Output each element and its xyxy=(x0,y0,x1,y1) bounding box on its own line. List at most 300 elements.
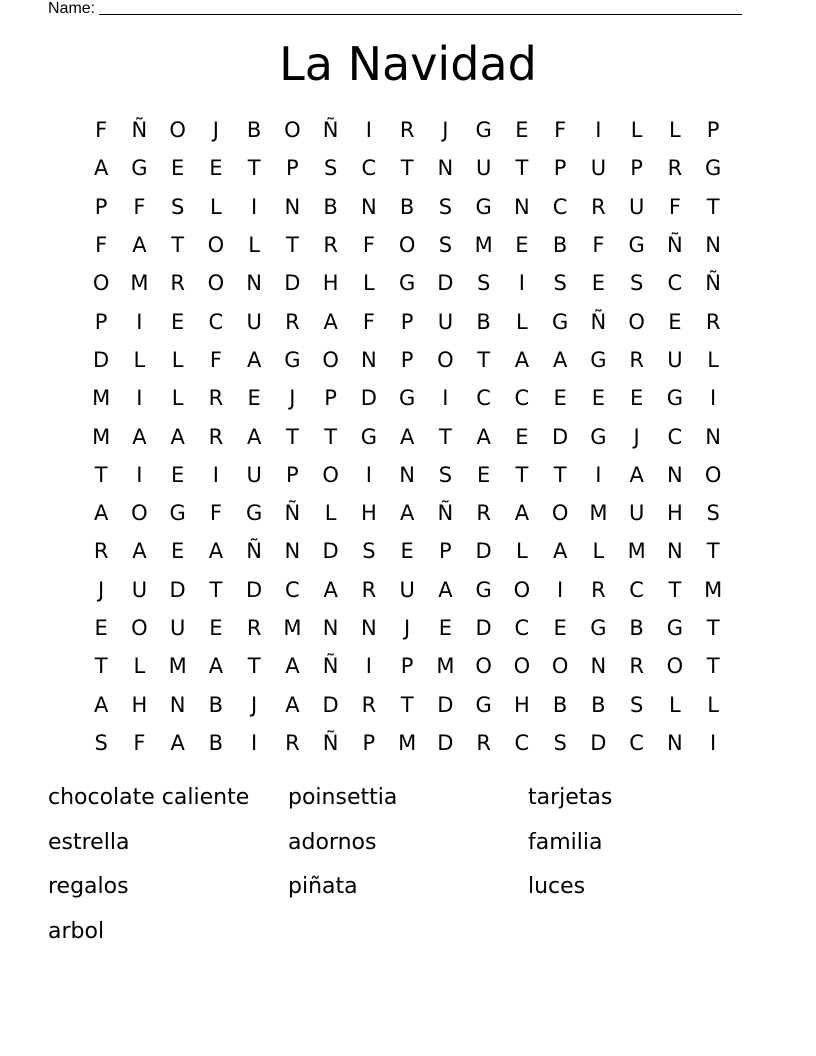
grid-letter: O xyxy=(169,118,186,143)
grid-letter: E xyxy=(591,271,606,296)
grid-letter: N xyxy=(399,462,415,487)
grid-letter: L xyxy=(324,501,337,526)
grid-letter: D xyxy=(437,271,454,296)
grid-letter: A xyxy=(514,347,530,372)
grid-letter: O xyxy=(666,654,684,679)
grid-letter: L xyxy=(707,692,719,717)
grid-letter: A xyxy=(552,539,568,564)
grid-letter: A xyxy=(246,347,262,372)
grid-letter: O xyxy=(322,462,339,487)
grid-letter: G xyxy=(704,156,722,181)
word-list-item: adornos xyxy=(288,829,377,855)
grid-letter: Ñ xyxy=(590,309,607,334)
grid-letter: Ñ xyxy=(284,501,301,526)
grid-letter: H xyxy=(666,501,683,526)
grid-letter: Ñ xyxy=(437,501,454,526)
grid-letter: C xyxy=(667,271,683,296)
grid-letter: D xyxy=(169,577,186,602)
grid-letter: M xyxy=(283,616,302,640)
grid-letter: R xyxy=(285,730,300,755)
grid-letter: B xyxy=(208,730,224,755)
grid-letter: M xyxy=(130,271,149,296)
grid-letter: L xyxy=(133,654,146,679)
grid-letter: C xyxy=(514,386,530,411)
grid-letter: R xyxy=(399,118,415,143)
grid-letter: C xyxy=(514,616,530,640)
grid-letter: P xyxy=(324,386,337,411)
grid-letter: O xyxy=(207,271,225,296)
grid-letter: G xyxy=(169,501,186,526)
grid-letter: I xyxy=(595,462,602,487)
grid-letter: O xyxy=(131,616,148,640)
grid-letter: E xyxy=(94,616,108,640)
grid-letter: J xyxy=(404,616,411,640)
grid-letter: N xyxy=(361,347,377,372)
grid-letter: F xyxy=(133,730,146,755)
grid-letter: G xyxy=(475,577,492,602)
grid-letter: I xyxy=(136,462,143,487)
grid-letter: T xyxy=(706,616,720,640)
grid-letter: F xyxy=(95,118,108,143)
grid-letter: R xyxy=(170,271,185,296)
grid-letter: B xyxy=(399,194,415,219)
grid-letter: Ñ xyxy=(322,118,339,143)
grid-letter: L xyxy=(171,386,184,411)
grid-letter: O xyxy=(513,654,531,679)
grid-letter: R xyxy=(208,386,224,411)
grid-letter: A xyxy=(323,309,338,334)
grid-letter: C xyxy=(208,309,224,334)
grid-letter: A xyxy=(285,692,300,717)
grid-letter: U xyxy=(667,347,683,372)
grid-letter: S xyxy=(323,156,338,181)
word-list xyxy=(48,776,768,954)
grid-letter: Ñ xyxy=(667,233,683,258)
grid-letter: J xyxy=(633,424,640,449)
grid-letter: A xyxy=(629,462,644,487)
grid-letter: E xyxy=(476,462,491,487)
grid-letter: U xyxy=(628,501,645,526)
grid-letter: N xyxy=(667,462,683,487)
name-label: Name: xyxy=(48,0,96,17)
grid-letter: L xyxy=(630,118,643,143)
grid-letter: J xyxy=(212,118,219,143)
grid-letter: B xyxy=(591,692,606,717)
grid-letter: U xyxy=(246,309,262,334)
grid-letter: P xyxy=(362,730,376,755)
grid-letter: D xyxy=(475,616,492,640)
grid-letter: D xyxy=(475,539,492,564)
grid-letter: I xyxy=(557,577,564,602)
grid-letter: G xyxy=(131,156,148,181)
grid-letter: O xyxy=(284,118,301,143)
grid-letter: D xyxy=(360,386,377,411)
grid-letter: T xyxy=(400,692,414,717)
grid-letter: I xyxy=(136,386,143,411)
grid-letter: H xyxy=(322,271,339,296)
grid-letter: E xyxy=(170,309,185,334)
grid-letter: R xyxy=(93,539,109,564)
grid-letter: A xyxy=(552,347,568,372)
grid-letter: G xyxy=(284,347,301,372)
grid-letter: T xyxy=(477,347,491,372)
grid-letter: G xyxy=(590,347,607,372)
grid-letter: P xyxy=(400,654,414,679)
grid-letter: E xyxy=(209,156,223,181)
grid-letter: S xyxy=(170,194,185,219)
grid-letter: F xyxy=(592,233,605,258)
grid-letter: D xyxy=(437,730,454,755)
grid-letter: U xyxy=(590,156,607,181)
grid-letter: R xyxy=(246,616,262,640)
grid-letter: M xyxy=(436,654,455,679)
grid-letter: A xyxy=(132,539,147,564)
grid-letter: T xyxy=(553,462,567,487)
grid-letter: B xyxy=(323,194,338,219)
grid-letter: D xyxy=(246,577,263,602)
grid-letter: E xyxy=(170,156,185,181)
grid-letter: A xyxy=(208,654,224,679)
grid-letter: A xyxy=(476,424,491,449)
grid-letter: N xyxy=(284,539,301,564)
grid-letter: G xyxy=(360,424,378,449)
grid-letter: R xyxy=(476,730,491,755)
grid-letter: S xyxy=(553,730,567,755)
grid-letter: O xyxy=(131,501,148,526)
grid-letter: G xyxy=(398,386,416,411)
grid-letter: G xyxy=(628,233,645,258)
grid-letter: A xyxy=(170,424,185,449)
grid-letter: O xyxy=(207,233,225,258)
grid-letter: L xyxy=(210,194,222,219)
grid-letter: R xyxy=(476,501,491,526)
grid-letter: O xyxy=(704,462,722,487)
grid-letter: G xyxy=(475,692,492,717)
grid-letter: Ñ xyxy=(322,654,339,679)
grid-letter: B xyxy=(246,118,262,143)
grid-letter: D xyxy=(437,692,454,717)
grid-letter: C xyxy=(285,577,300,602)
grid-letter: A xyxy=(170,730,185,755)
grid-letter: G xyxy=(666,616,684,640)
grid-letter: C xyxy=(552,194,568,219)
grid-letter: I xyxy=(442,386,449,411)
grid-letter: F xyxy=(209,501,222,526)
grid-letter: T xyxy=(438,424,452,449)
grid-letter: T xyxy=(515,156,529,181)
grid-letter: P xyxy=(400,347,414,372)
grid-letter: P xyxy=(706,118,720,143)
grid-letter: B xyxy=(476,309,491,334)
grid-letter: S xyxy=(438,233,453,258)
grid-letter: U xyxy=(399,577,415,602)
grid-letter: T xyxy=(515,462,529,487)
grid-letter: E xyxy=(553,386,567,411)
grid-letter: E xyxy=(515,233,529,258)
grid-letter: C xyxy=(629,730,644,755)
grid-letter: R xyxy=(361,692,377,717)
grid-letter: O xyxy=(437,347,454,372)
grid-letter: N xyxy=(514,194,530,219)
grid-letter: P xyxy=(630,156,643,181)
grid-letter: I xyxy=(365,462,372,487)
grid-letter: T xyxy=(706,539,720,564)
grid-letter: U xyxy=(131,577,148,602)
grid-letter: N xyxy=(705,424,721,449)
grid-letter: A xyxy=(438,577,453,602)
grid-letter: C xyxy=(476,386,491,411)
grid-letter: M xyxy=(92,386,111,411)
grid-letter: A xyxy=(285,654,300,679)
word-list-item: poinsettia xyxy=(288,785,398,810)
grid-letter: N xyxy=(361,616,377,640)
grid-letter: L xyxy=(516,539,528,564)
grid-letter: R xyxy=(667,156,683,181)
grid-letter: G xyxy=(398,271,416,296)
grid-letter: A xyxy=(93,156,109,181)
grid-letter: N xyxy=(322,616,339,640)
grid-letter: D xyxy=(322,539,339,564)
grid-letter: S xyxy=(438,462,453,487)
grid-letter: O xyxy=(551,501,569,526)
grid-letter: L xyxy=(669,118,681,143)
grid-letter: P xyxy=(94,194,108,219)
word-list-item: arbol xyxy=(48,918,105,944)
grid-letter: I xyxy=(251,730,258,755)
grid-letter: F xyxy=(133,194,146,219)
grid-letter: D xyxy=(590,730,607,755)
grid-letter: G xyxy=(666,386,684,411)
grid-letter: Ñ xyxy=(246,539,262,564)
grid-letter: U xyxy=(246,462,262,487)
grid-letter: I xyxy=(365,118,372,143)
grid-letter: D xyxy=(322,692,339,717)
grid-letter: N xyxy=(437,156,454,181)
word-list-item: regalos xyxy=(48,874,129,899)
grid-letter: B xyxy=(629,616,644,640)
grid-letter: D xyxy=(93,347,110,372)
grid-letter: T xyxy=(247,654,261,679)
grid-letter: E xyxy=(629,386,644,411)
grid-letter: L xyxy=(592,539,605,564)
grid-letter: G xyxy=(590,616,607,640)
grid-letter: O xyxy=(475,654,492,679)
grid-letter: H xyxy=(360,501,377,526)
grid-letter: F xyxy=(668,194,681,219)
grid-letter: A xyxy=(399,424,415,449)
grid-letter: T xyxy=(285,233,299,258)
grid-letter: M xyxy=(168,654,187,679)
grid-letter: C xyxy=(667,424,683,449)
grid-letter: A xyxy=(93,692,109,717)
grid-letter: C xyxy=(514,730,530,755)
grid-letter: P xyxy=(94,309,108,334)
grid-letter: A xyxy=(399,501,415,526)
grid-letter: A xyxy=(246,424,262,449)
grid-letter: I xyxy=(710,386,717,411)
grid-letter: P xyxy=(400,309,414,334)
grid-letter: T xyxy=(94,462,108,487)
grid-letter: A xyxy=(132,233,147,258)
grid-letter: U xyxy=(628,194,645,219)
grid-letter: L xyxy=(669,692,681,717)
grid-letter: L xyxy=(707,347,719,372)
grid-letter: A xyxy=(323,577,338,602)
grid-letter: L xyxy=(133,347,146,372)
grid-letter: P xyxy=(439,539,452,564)
name-line xyxy=(99,13,742,15)
grid-letter: C xyxy=(629,577,644,602)
grid-letter: J xyxy=(98,577,105,602)
grid-letter: M xyxy=(92,424,111,449)
grid-letter: B xyxy=(552,233,568,258)
grid-letter: A xyxy=(208,539,224,564)
grid-letter: T xyxy=(706,194,720,219)
grid-letter: T xyxy=(171,233,185,258)
grid-letter: R xyxy=(285,309,300,334)
grid-letter: L xyxy=(363,271,375,296)
grid-letter: N xyxy=(590,654,607,679)
grid-letter: F xyxy=(362,233,375,258)
grid-letter: Ñ xyxy=(131,118,148,143)
grid-letter: G xyxy=(475,118,492,143)
grid-letter: E xyxy=(170,462,185,487)
grid-letter: F xyxy=(95,233,108,258)
grid-letter: I xyxy=(365,654,372,679)
grid-letter: O xyxy=(398,233,416,258)
grid-letter: E xyxy=(247,386,261,411)
grid-letter: T xyxy=(400,156,414,181)
grid-letter: P xyxy=(286,462,299,487)
grid-letter: N xyxy=(246,271,262,296)
grid-letter: N xyxy=(284,194,301,219)
grid-letter: J xyxy=(289,386,296,411)
grid-letter: S xyxy=(438,194,453,219)
grid-letter: I xyxy=(136,309,143,334)
grid-letter: E xyxy=(668,309,682,334)
word-list-item: luces xyxy=(528,874,586,899)
grid-letter: O xyxy=(628,309,645,334)
grid-letter: L xyxy=(248,233,260,258)
grid-letter: G xyxy=(475,194,492,219)
grid-letter: H xyxy=(131,692,148,717)
grid-letter: G xyxy=(245,501,263,526)
grid-letter: U xyxy=(169,616,186,640)
grid-letter: Ñ xyxy=(322,730,339,755)
grid-letter: S xyxy=(629,692,644,717)
grid-letter: D xyxy=(284,271,301,296)
grid-letter: S xyxy=(553,271,567,296)
grid-letter: E xyxy=(515,424,529,449)
grid-letter: E xyxy=(170,539,185,564)
grid-letter: C xyxy=(361,156,377,181)
grid-letter: L xyxy=(516,309,528,334)
grid-letter: P xyxy=(553,156,567,181)
grid-letter: T xyxy=(247,156,261,181)
grid-letter: S xyxy=(476,271,491,296)
grid-letter: G xyxy=(551,309,569,334)
grid-letter: A xyxy=(93,501,109,526)
grid-letter: I xyxy=(251,194,258,219)
grid-letter: M xyxy=(474,233,493,258)
grid-letter: M xyxy=(589,501,608,526)
grid-letter: R xyxy=(323,233,338,258)
grid-letter: O xyxy=(513,577,531,602)
grid-letter: I xyxy=(710,730,717,755)
grid-letter: R xyxy=(591,577,606,602)
grid-letter: L xyxy=(171,347,184,372)
grid-letter: A xyxy=(514,501,530,526)
grid-letter: T xyxy=(209,577,223,602)
grid-letter: G xyxy=(590,424,607,449)
grid-letter: N xyxy=(705,233,721,258)
grid-letter: F xyxy=(554,118,567,143)
grid-letter: O xyxy=(92,271,110,296)
grid-letter: N xyxy=(169,692,186,717)
grid-letter: E xyxy=(515,118,529,143)
grid-letter: S xyxy=(706,501,720,526)
grid-letter: U xyxy=(437,309,454,334)
grid-letter: A xyxy=(132,424,147,449)
grid-letter: M xyxy=(627,539,646,564)
grid-letter: M xyxy=(398,730,417,755)
grid-letter: F xyxy=(209,347,222,372)
grid-letter: P xyxy=(286,156,299,181)
grid-letter: N xyxy=(361,194,377,219)
grid-letter: R xyxy=(591,194,606,219)
grid-letter: I xyxy=(212,462,219,487)
grid-letter: R xyxy=(629,347,644,372)
grid-letter: H xyxy=(513,692,530,717)
grid-letter: F xyxy=(362,309,375,334)
grid-letter: O xyxy=(551,654,569,679)
grid-letter: I xyxy=(518,271,525,296)
word-list-item: tarjetas xyxy=(528,785,613,810)
grid-letter: E xyxy=(438,616,453,640)
grid-letter: R xyxy=(208,424,224,449)
grid-letter: E xyxy=(209,616,223,640)
grid-letter: S xyxy=(629,271,644,296)
grid-letter: D xyxy=(552,424,569,449)
grid-letter: M xyxy=(704,577,723,602)
grid-letter: O xyxy=(322,347,339,372)
page-title: La Navidad xyxy=(279,37,537,91)
grid-letter: T xyxy=(94,654,108,679)
word-list-item: estrella xyxy=(48,829,130,855)
grid-letter: J xyxy=(251,692,258,717)
grid-letter: T xyxy=(285,424,299,449)
word-list-item: familia xyxy=(528,829,603,855)
grid-letter: B xyxy=(208,692,224,717)
grid-letter: N xyxy=(667,539,683,564)
grid-letter: S xyxy=(94,730,108,755)
word-list-item: chocolate caliente xyxy=(48,785,250,810)
grid-letter: R xyxy=(361,577,377,602)
grid-letter: E xyxy=(591,386,606,411)
grid-letter: T xyxy=(324,424,338,449)
grid-letter: T xyxy=(706,654,720,679)
name-field xyxy=(48,0,742,18)
grid-letter: T xyxy=(668,577,682,602)
grid-letter: J xyxy=(442,118,449,143)
grid-letter: S xyxy=(362,539,376,564)
grid-letter: Ñ xyxy=(705,271,721,296)
letter-grid xyxy=(82,111,732,762)
grid-letter: U xyxy=(475,156,492,181)
grid-letter: R xyxy=(629,654,644,679)
grid-letter: R xyxy=(705,309,721,334)
grid-letter: E xyxy=(553,616,567,640)
